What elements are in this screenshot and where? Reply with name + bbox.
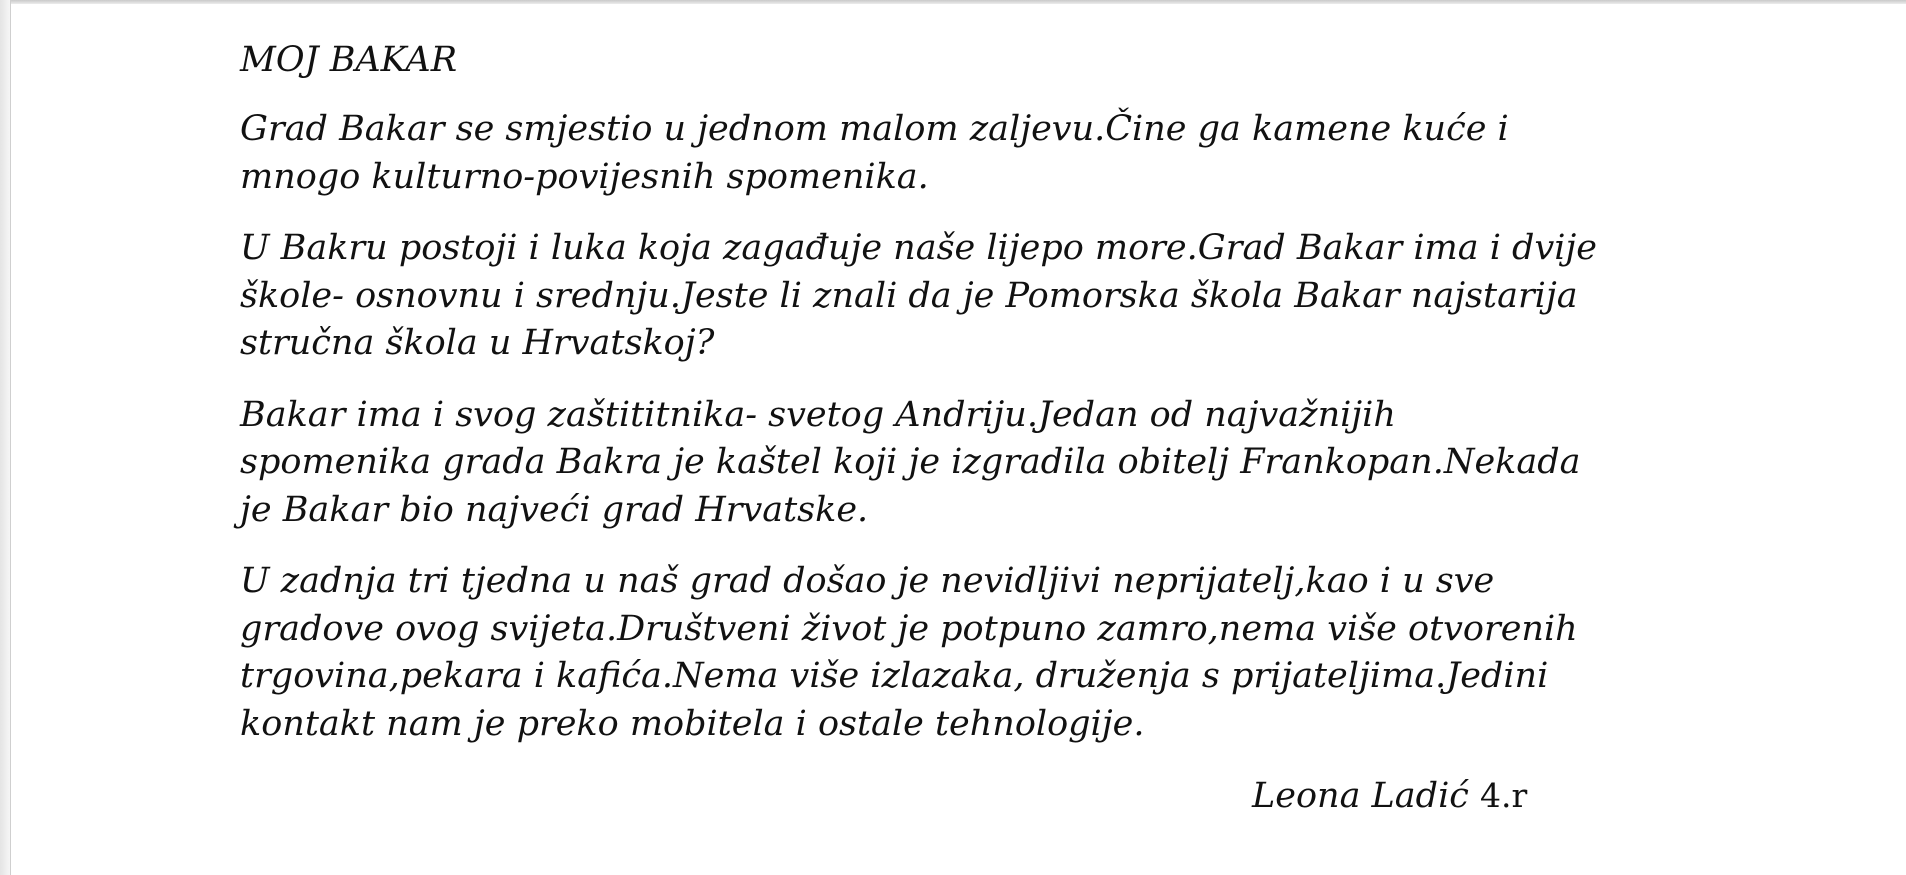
- author-grade: 4.r: [1480, 776, 1528, 815]
- page-left-margin: [0, 0, 11, 875]
- paragraph-line: Grad Bakar se smjestio u jednom malom zaljevu.Čine ga kamene kuće i: [240, 109, 1509, 149]
- paragraph-line: Bakar ima i svog zaštititnika- svetog Andriju.Jedan od najvažnijih: [240, 394, 1396, 435]
- document-title: MOJ BAKAR: [240, 40, 458, 80]
- paragraph-3: [240, 392, 1720, 535]
- paragraph-line: stručna škola u Hrvatskoj?: [240, 323, 715, 363]
- paragraph-4: [240, 558, 1720, 748]
- paragraph-line: mnogo kulturno-povijesnih spomenika.: [240, 156, 929, 197]
- paragraph-line: spomenika grada Bakra je kaštel koji je izgradila obitelj Frankopan.Nekada: [240, 442, 1581, 482]
- document-page: [240, 40, 1720, 821]
- window-top-edge: [0, 0, 1906, 4]
- paragraph-1: [240, 106, 1720, 201]
- paragraph-line: U Bakru postoji i luka koja zagađuje naše lijepo more.Grad Bakar ima i dvije: [240, 228, 1597, 268]
- paragraph-line: U zadnja tri tjedna u naš grad došao je nevidljivi neprijatelj,kao i u sve: [240, 561, 1495, 601]
- paragraph-line: škole- osnovnu i srednju.Jeste li znali da je Pomorska škola Bakar najstarija: [240, 275, 1578, 316]
- author-name: Leona Ladić: [1252, 776, 1469, 816]
- paragraph-line: trgovina,pekara i kafića.Nema više izlazaka, druženja s prijateljima.Jedini: [240, 656, 1549, 696]
- paragraph-line: je Bakar bio najveći grad Hrvatske.: [240, 489, 869, 530]
- author-signature: [240, 772, 1720, 821]
- paragraph-2: [240, 225, 1720, 368]
- paragraph-line: kontakt nam je preko mobitela i ostale tehnologije.: [240, 703, 1145, 744]
- paragraph-line: gradove ovog svijeta.Društveni život je potpuno zamro,nema više otvorenih: [240, 608, 1578, 649]
